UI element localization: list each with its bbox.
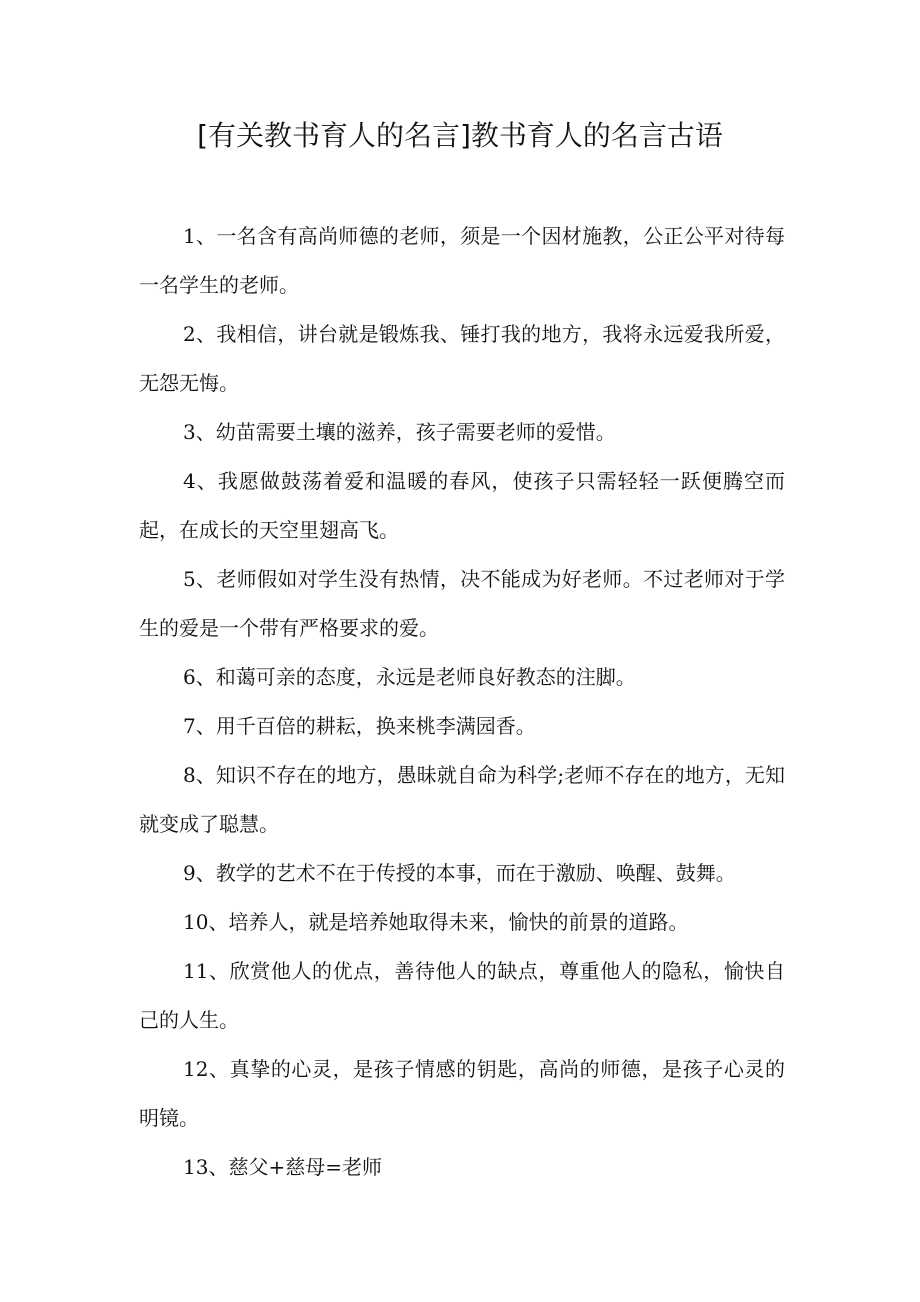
quote-item: 8、知识不存在的地方，愚昧就自命为科学;老师不存在的地方，无知就变成了聪慧。 [139,763,785,836]
quote-item: 4、我愿做鼓荡着爱和温暖的春风，使孩子只需轻轻一跃便腾空而起，在成长的天空里翅高飞。 [139,469,785,542]
quote-item: 2、我相信，讲台就是锻炼我、锤打我的地方，我将永远爱我所爱，无怨无悔。 [139,322,785,395]
quote-item: 9、教学的艺术不在于传授的本事，而在于激励、唤醒、鼓舞。 [183,861,736,885]
quote-item: 13、慈父+慈母=老师 [183,1155,382,1179]
quote-item: 6、和蔼可亲的态度，永远是老师良好教态的注脚。 [183,665,636,689]
quote-item: 1、一名含有高尚师德的老师，须是一个因材施教，公正公平对待每一名学生的老师。 [139,224,785,297]
document-title: [有关教书育人的名言]教书育人的名言古语 [197,119,723,152]
quote-item: 7、用千百倍的耕耘，换来桃李满园香。 [183,714,536,738]
quote-item: 11、欣赏他人的优点，善待他人的缺点，尊重他人的隐私，愉快自己的人生。 [139,959,785,1032]
quote-list [139,212,785,1192]
quote-item: 5、老师假如对学生没有热情，决不能成为好老师。不过老师对于学生的爱是一个带有严格要求的爱。 [139,567,785,640]
quote-item: 12、真挚的心灵，是孩子情感的钥匙，高尚的师德，是孩子心灵的明镜。 [139,1057,785,1130]
quote-item: 3、幼苗需要土壤的滋养，孩子需要老师的爱惜。 [183,420,616,444]
quote-item: 10、培养人，就是培养她取得未来，愉快的前景的道路。 [183,910,689,934]
